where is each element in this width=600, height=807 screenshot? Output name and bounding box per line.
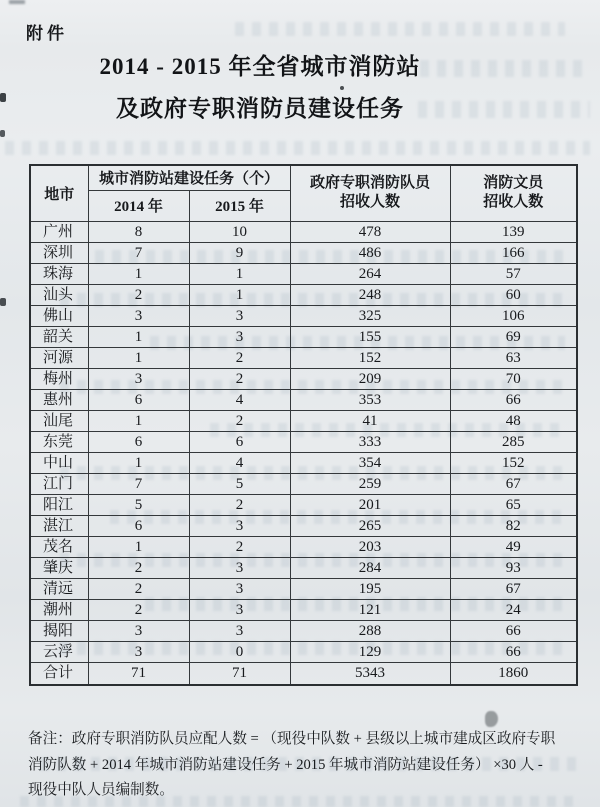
stations-2014-cell: 2: [88, 578, 189, 599]
table-row: [30, 557, 577, 578]
clerks-cell: 67: [450, 578, 577, 599]
table-row: [30, 599, 577, 620]
header-year-2014: 2014 年: [88, 190, 189, 221]
stations-2014-cell: 3: [88, 368, 189, 389]
stations-2014-cell: 1: [88, 326, 189, 347]
scan-speck: [0, 298, 6, 306]
stations-2015-cell: 2: [189, 347, 290, 368]
stations-2014-cell: 8: [88, 221, 189, 242]
stations-2015-cell: 3: [189, 557, 290, 578]
header-clerk-recruits: [450, 165, 577, 221]
clerks-cell: 63: [450, 347, 577, 368]
stations-2014-cell: 1: [88, 347, 189, 368]
total-row: [30, 662, 577, 685]
construction-task-table: [29, 164, 578, 686]
stations-2015-cell: 0: [189, 641, 290, 662]
table-row: [30, 452, 577, 473]
city-cell: 江门: [30, 473, 88, 494]
header-year-2015: 2015 年: [189, 190, 290, 221]
city-cell: 潮州: [30, 599, 88, 620]
header-clerk-line1: 消防文员: [483, 175, 544, 192]
city-cell: 珠海: [30, 263, 88, 284]
firefighters-cell: 264: [290, 263, 450, 284]
bleedthrough-artifact: [5, 141, 590, 155]
stations-2014-cell: 2: [88, 599, 189, 620]
firefighters-cell: 265: [290, 515, 450, 536]
firefighters-cell: 41: [290, 410, 450, 431]
stations-2014-cell: 6: [88, 431, 189, 452]
firefighters-cell: 129: [290, 641, 450, 662]
stations-2015-cell: 9: [189, 242, 290, 263]
stations-2014-cell: 6: [88, 389, 189, 410]
clerks-cell: 139: [450, 221, 577, 242]
title-line-2: 及政府专职消防员建设任务: [116, 96, 404, 121]
header-clerk-line2: 招收人数: [483, 194, 544, 211]
stations-2015-cell: 1: [189, 263, 290, 284]
document-title: [0, 46, 520, 130]
city-cell: 深圳: [30, 242, 88, 263]
footnote-line-2: 消防队数 + 2014 年城市消防站建设任务 + 2015 年城市消防站建设任务） ×30 人 -: [28, 756, 543, 773]
stations-2015-cell: 3: [189, 515, 290, 536]
stations-2015-cell: 3: [189, 326, 290, 347]
stations-2014-cell: 1: [88, 410, 189, 431]
clerks-cell: 24: [450, 599, 577, 620]
city-cell: 韶关: [30, 326, 88, 347]
firefighters-cell: 152: [290, 347, 450, 368]
scan-speck: [340, 86, 344, 90]
stations-2015-cell: 6: [189, 431, 290, 452]
firefighters-cell: 333: [290, 431, 450, 452]
firefighters-cell: 259: [290, 473, 450, 494]
table-row: [30, 641, 577, 662]
city-cell: 清远: [30, 578, 88, 599]
clerks-cell: 93: [450, 557, 577, 578]
stations-2014-cell: 7: [88, 242, 189, 263]
clerks-cell: 69: [450, 326, 577, 347]
table-row: [30, 410, 577, 431]
total-2015-cell: 71: [189, 662, 290, 685]
footnote: [28, 727, 584, 804]
scan-edge-mark: [9, 0, 25, 4]
clerks-cell: 66: [450, 620, 577, 641]
table-row: [30, 620, 577, 641]
firefighters-cell: 195: [290, 578, 450, 599]
table-row: [30, 284, 577, 305]
stations-2015-cell: 4: [189, 389, 290, 410]
bleedthrough-artifact: [235, 22, 565, 36]
stations-2014-cell: 3: [88, 620, 189, 641]
footnote-line-3: 现役中队人员编制数。: [28, 782, 174, 798]
stations-2014-cell: 6: [88, 515, 189, 536]
stations-2015-cell: 2: [189, 536, 290, 557]
firefighters-cell: 478: [290, 221, 450, 242]
table-row: [30, 263, 577, 284]
clerks-cell: 106: [450, 305, 577, 326]
city-cell: 湛江: [30, 515, 88, 536]
attachment-label: 附件: [26, 24, 68, 43]
clerks-cell: 57: [450, 263, 577, 284]
firefighters-cell: 284: [290, 557, 450, 578]
stations-2015-cell: 2: [189, 494, 290, 515]
total-2014-cell: 71: [88, 662, 189, 685]
city-cell: 梅州: [30, 368, 88, 389]
city-cell: 佛山: [30, 305, 88, 326]
footnote-line-1: 备注：政府专职消防队员应配人数 = （现役中队数 + 县级以上城市建成区政府专职: [28, 731, 556, 747]
firefighters-cell: 288: [290, 620, 450, 641]
clerks-cell: 285: [450, 431, 577, 452]
table-row: [30, 473, 577, 494]
firefighters-cell: 201: [290, 494, 450, 515]
stations-2015-cell: 4: [189, 452, 290, 473]
city-cell: 揭阳: [30, 620, 88, 641]
total-label-cell: 合计: [30, 662, 88, 685]
table-row: [30, 242, 577, 263]
table-row: [30, 494, 577, 515]
table-row: [30, 347, 577, 368]
firefighters-cell: 354: [290, 452, 450, 473]
clerks-cell: 49: [450, 536, 577, 557]
city-cell: 茂名: [30, 536, 88, 557]
clerks-cell: 67: [450, 473, 577, 494]
stations-2014-cell: 1: [88, 452, 189, 473]
city-cell: 惠州: [30, 389, 88, 410]
firefighters-cell: 121: [290, 599, 450, 620]
city-cell: 云浮: [30, 641, 88, 662]
header-firefighter-line1: 政府专职消防队员: [310, 175, 431, 192]
stations-2014-cell: 5: [88, 494, 189, 515]
city-cell: 阳江: [30, 494, 88, 515]
table-row: [30, 221, 577, 242]
stations-2014-cell: 3: [88, 305, 189, 326]
firefighters-cell: 203: [290, 536, 450, 557]
scan-speck: [0, 93, 6, 102]
city-cell: 肇庆: [30, 557, 88, 578]
header-station-tasks: 城市消防站建设任务（个）: [88, 165, 290, 190]
table-row: [30, 431, 577, 452]
table-row: [30, 515, 577, 536]
clerks-cell: 70: [450, 368, 577, 389]
header-firefighter-line2: 招收人数: [340, 194, 401, 211]
total-clerks-cell: 1860: [450, 662, 577, 685]
stations-2015-cell: 1: [189, 284, 290, 305]
header-city: 地市: [30, 165, 88, 221]
firefighters-cell: 248: [290, 284, 450, 305]
stations-2014-cell: 3: [88, 641, 189, 662]
firefighters-cell: 353: [290, 389, 450, 410]
stations-2015-cell: 3: [189, 305, 290, 326]
city-cell: 汕头: [30, 284, 88, 305]
stations-2015-cell: 10: [189, 221, 290, 242]
scan-speck: [0, 130, 5, 137]
stations-2015-cell: 5: [189, 473, 290, 494]
clerks-cell: 60: [450, 284, 577, 305]
table-row: [30, 536, 577, 557]
table-row: [30, 305, 577, 326]
table-row: [30, 389, 577, 410]
table-row: [30, 368, 577, 389]
clerks-cell: 82: [450, 515, 577, 536]
stations-2015-cell: 3: [189, 620, 290, 641]
city-cell: 河源: [30, 347, 88, 368]
stations-2014-cell: 1: [88, 536, 189, 557]
stations-2015-cell: 2: [189, 410, 290, 431]
clerks-cell: 66: [450, 641, 577, 662]
title-line-1: 2014 - 2015 年全省城市消防站: [99, 54, 421, 79]
stations-2015-cell: 3: [189, 599, 290, 620]
stations-2014-cell: 2: [88, 284, 189, 305]
stations-2014-cell: 2: [88, 557, 189, 578]
stations-2014-cell: 7: [88, 473, 189, 494]
stations-2015-cell: 2: [189, 368, 290, 389]
city-cell: 广州: [30, 221, 88, 242]
table-row: [30, 578, 577, 599]
scan-smudge: [485, 711, 498, 727]
clerks-cell: 166: [450, 242, 577, 263]
clerks-cell: 66: [450, 389, 577, 410]
table-body: [30, 221, 577, 662]
city-cell: 东莞: [30, 431, 88, 452]
stations-2014-cell: 1: [88, 263, 189, 284]
firefighters-cell: 486: [290, 242, 450, 263]
firefighters-cell: 155: [290, 326, 450, 347]
clerks-cell: 65: [450, 494, 577, 515]
clerks-cell: 152: [450, 452, 577, 473]
firefighters-cell: 209: [290, 368, 450, 389]
city-cell: 中山: [30, 452, 88, 473]
header-firefighter-recruits: [290, 165, 450, 221]
table-row: [30, 326, 577, 347]
firefighters-cell: 325: [290, 305, 450, 326]
city-cell: 汕尾: [30, 410, 88, 431]
total-firefighters-cell: 5343: [290, 662, 450, 685]
stations-2015-cell: 3: [189, 578, 290, 599]
clerks-cell: 48: [450, 410, 577, 431]
